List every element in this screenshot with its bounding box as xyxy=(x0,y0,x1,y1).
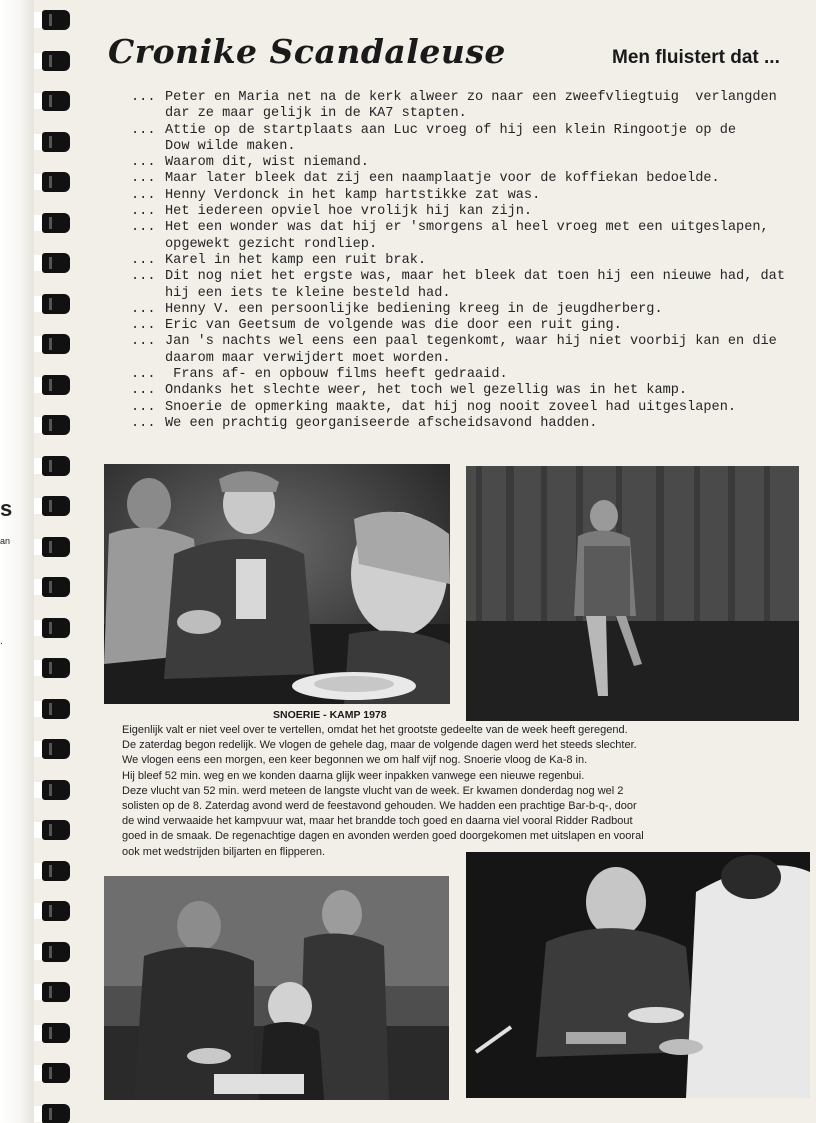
line-prefix: ... xyxy=(131,90,156,105)
line-prefix: ... xyxy=(131,318,156,334)
gossip-line xyxy=(131,302,801,318)
line-text: Attie op de startplaats aan Luc vroeg of hij een klein Ringootje op de xyxy=(165,122,737,138)
line-text: Karel in het kamp een ruit brak. xyxy=(165,252,427,268)
photo-group-at-table xyxy=(104,876,449,1100)
binding-ring xyxy=(34,1063,70,1083)
binding-ring xyxy=(34,172,70,192)
line-text: dar ze maar gelijk in de KA7 stapten. xyxy=(165,106,467,122)
previous-page-edge xyxy=(0,0,34,1123)
binding-ring xyxy=(34,132,70,152)
gossip-line xyxy=(131,253,801,269)
gossip-line xyxy=(131,237,801,253)
line-prefix: ... xyxy=(131,383,156,399)
line-text: Het iedereen opviel hoe vrolijk hij kan zijn. xyxy=(165,204,533,220)
binding-ring xyxy=(34,739,70,759)
line-text: We een prachtig georganiseerde afscheidsavond hadden. xyxy=(165,415,598,431)
binding-ring xyxy=(34,901,70,921)
report-line: We vlogen eens een morgen, een keer begonnen we om half vijf nog. Snoerie vloog de Ka-8 in. xyxy=(122,754,588,767)
binding-ring xyxy=(34,942,70,962)
gossip-line xyxy=(131,367,801,383)
line-text: Ondanks het slechte weer, het toch wel gezellig was in het kamp. xyxy=(165,383,688,399)
binding-ring xyxy=(34,334,70,354)
line-text: Peter en Maria net na de kerk alweer zo naar een zweefvliegtuig verlangden xyxy=(165,90,777,105)
line-text: Maar later bleek dat zij een naamplaatje voor de koffiekan bedoelde. xyxy=(165,171,720,187)
line-prefix: ... xyxy=(131,252,156,268)
line-prefix: ... xyxy=(131,122,156,138)
line-prefix: ... xyxy=(131,204,156,220)
binding-ring xyxy=(34,537,70,557)
gossip-line xyxy=(131,171,801,187)
gossip-line xyxy=(131,188,801,204)
report-line: de wind verwaaide het kampvuur wat, maar het brandde toch goed en daarna viel vooral Ridder Radbout xyxy=(122,815,633,828)
report-line: solisten op de 8. Zaterdag avond werd de feestavond gehouden. We hadden een prachtige Bar-b-q-, door xyxy=(122,800,637,813)
previous-page-letter: s xyxy=(0,496,13,521)
binding-ring xyxy=(34,375,70,395)
gossip-line xyxy=(131,318,801,334)
binding-ring xyxy=(34,699,70,719)
line-text: daarom maar verwijdert moet worden. xyxy=(165,350,451,366)
line-text: Dit nog niet het ergste was, maar het bleek dat toen hij een nieuwe had, dat xyxy=(165,269,785,285)
gossip-line xyxy=(131,204,801,220)
gossip-line xyxy=(131,220,801,236)
line-text: Henny Verdonck in het kamp hartstikke zat was. xyxy=(165,187,541,203)
gossip-line xyxy=(131,400,801,416)
gossip-line xyxy=(131,351,801,367)
report-line: Deze vlucht van 52 min. werd meteen de langste vlucht van de week. Er kwamen donderdag nog wel 2 xyxy=(122,784,624,797)
gossip-list xyxy=(131,90,801,432)
line-text: Frans af- en opbouw films heeft gedraaid. xyxy=(165,367,508,383)
photo-people-eating xyxy=(104,464,450,704)
gossip-line xyxy=(131,90,801,106)
gossip-line xyxy=(131,383,801,399)
report-line: goed in de smaak. De regenachtige dagen en avonden werden goed doorgekomen met uitslapen en vooral xyxy=(122,830,644,843)
gossip-line xyxy=(131,416,801,432)
binding-ring xyxy=(34,213,70,233)
camp-report xyxy=(122,723,782,860)
gossip-line xyxy=(131,334,801,350)
line-text: Waarom dit, wist niemand. xyxy=(165,155,369,171)
line-text: Jan 's nachts wel eens een paal tegenkomt, waar hij niet voorbij kan en die xyxy=(165,334,777,350)
photo-caption: SNOERIE - KAMP 1978 xyxy=(273,709,387,721)
line-prefix: ... xyxy=(131,171,156,187)
line-prefix: ... xyxy=(131,269,156,285)
gossip-line xyxy=(131,123,801,139)
line-prefix: ... xyxy=(131,301,156,317)
binding-ring xyxy=(34,10,70,30)
line-prefix: ... xyxy=(131,187,156,203)
line-prefix: ... xyxy=(131,367,156,383)
binding-ring xyxy=(34,780,70,800)
binding-ring xyxy=(34,1023,70,1043)
page-title: Cronike Scandaleuse xyxy=(108,32,506,71)
binding-ring xyxy=(34,1104,70,1123)
binding-ring xyxy=(34,618,70,638)
gossip-line xyxy=(131,286,801,302)
gossip-line xyxy=(131,106,801,122)
line-text: Het een wonder was dat hij er 'smorgens al heel vroeg met een uitgeslapen, xyxy=(165,220,769,236)
gossip-line xyxy=(131,155,801,171)
binding-ring xyxy=(34,496,70,516)
photo-dancer-stage xyxy=(466,466,799,721)
line-text: Eric van Geetsum de volgende was die door een ruit ging. xyxy=(165,318,622,334)
gossip-line xyxy=(131,269,801,285)
line-prefix: ... xyxy=(131,334,156,350)
line-text: Snoerie de opmerking maakte, dat hij nog nooit zoveel had uitgeslapen. xyxy=(165,399,737,415)
line-text: Henny V. een persoonlijke bediening kreeg in de jeugdherberg. xyxy=(165,301,663,317)
binding-ring xyxy=(34,415,70,435)
line-text: hij een iets te kleine besteld had. xyxy=(165,285,451,301)
line-text: Dow wilde maken. xyxy=(165,138,296,154)
gossip-line xyxy=(131,139,801,155)
page-subtitle: Men fluistert dat ... xyxy=(612,47,780,68)
report-line: ook met wedstrijden biljarten en flipperen. xyxy=(122,845,326,858)
binding-ring xyxy=(34,253,70,273)
line-prefix: ... xyxy=(131,415,156,431)
binding-ring xyxy=(34,91,70,111)
line-prefix: ... xyxy=(131,399,156,415)
report-line: Eigenlijk valt er niet veel over te vertellen, omdat het het grootste gedeelte van de week heeft geregend. xyxy=(122,724,628,736)
line-prefix: ... xyxy=(131,220,156,236)
report-line: Hij bleef 52 min. weg en we konden daarna glijk weer inpakken vanwege een nieuwe regenbui. xyxy=(122,769,585,782)
previous-page-dot: . xyxy=(0,636,3,647)
line-prefix: ... xyxy=(131,155,156,171)
report-line: De zaterdag begon redelijk. We vlogen de gehele dag, maar de volgende dagen werd het steeds slechter. xyxy=(122,739,637,752)
binding-ring xyxy=(34,51,70,71)
binding-ring xyxy=(34,294,70,314)
binding-ring xyxy=(34,982,70,1002)
line-text: opgewekt gezicht rondliep. xyxy=(165,236,378,252)
binding-ring xyxy=(34,658,70,678)
binding-ring xyxy=(34,577,70,597)
previous-page-word: an xyxy=(0,536,11,546)
photo-barbecue xyxy=(466,852,810,1098)
binding-ring xyxy=(34,456,70,476)
binding-ring xyxy=(34,861,70,881)
binding-ring xyxy=(34,820,70,840)
